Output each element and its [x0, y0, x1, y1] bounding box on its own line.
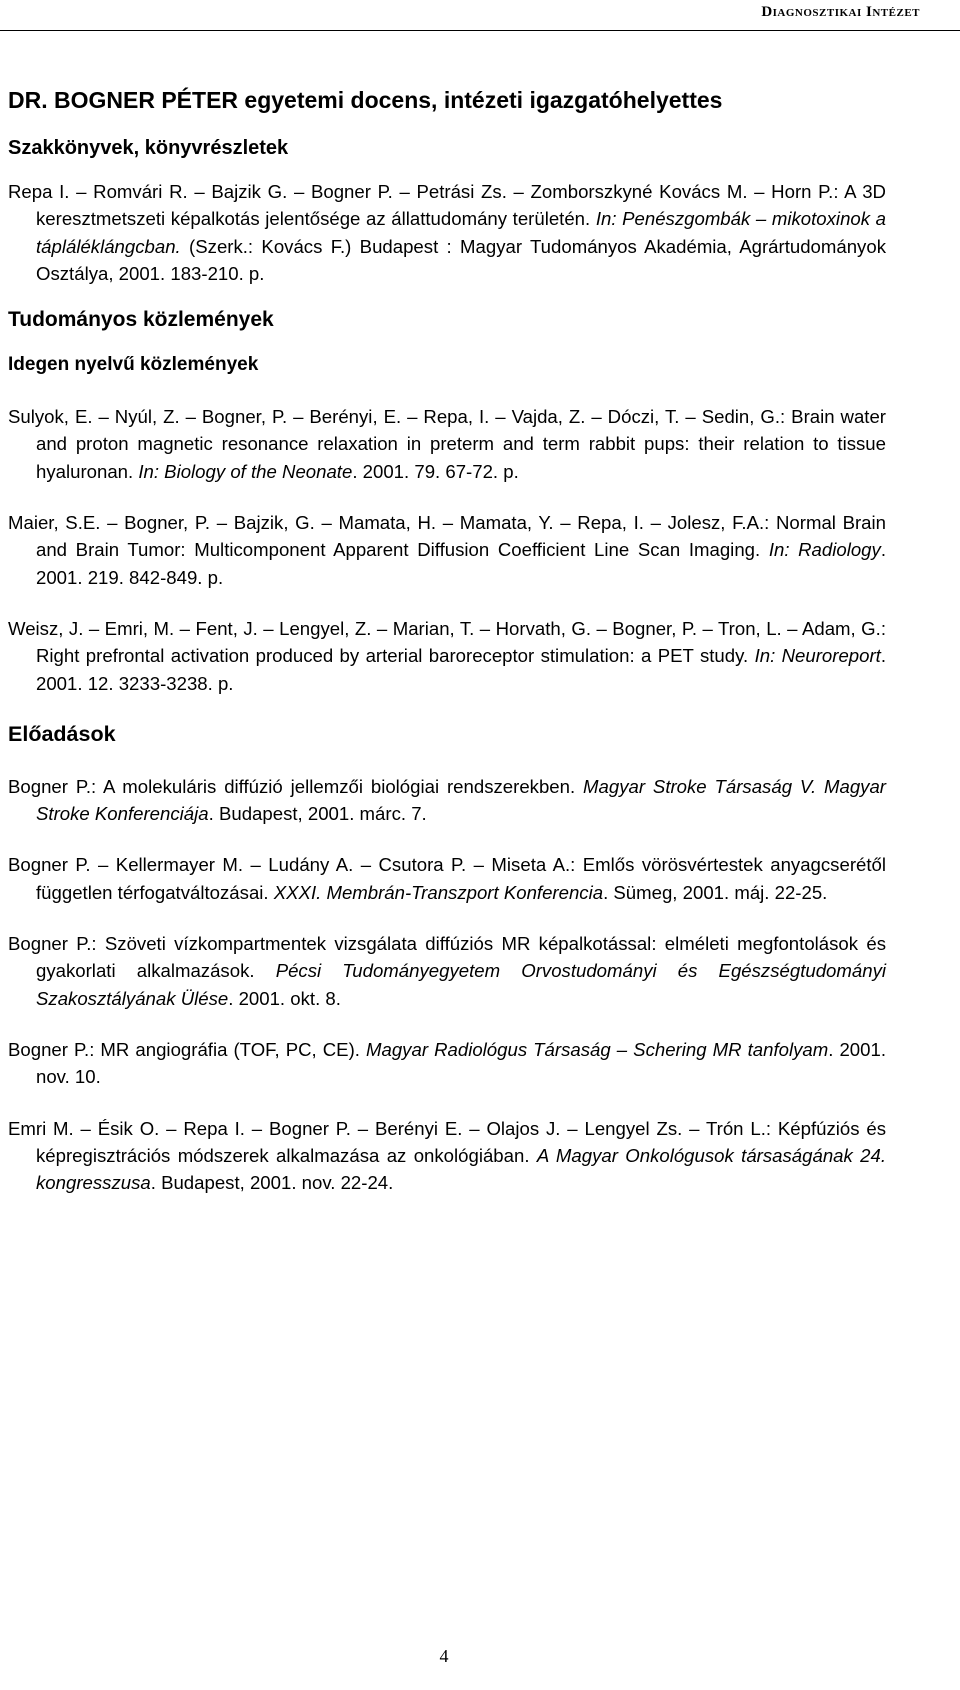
- entry-venue: A Magyar Onkológusok társaságának 24. kongresszusa: [36, 1144, 886, 1194]
- entry-details: . 2001. 219. 842-849. p.: [36, 539, 886, 588]
- entry-venue: Pécsi Tudományegyetem Orvostudományi és Egészségtudományi Szakosztályának Ülése: [36, 960, 886, 1009]
- entry-lead: Emri M. – Ésik O. – Repa I. – Bogner P. – Berényi E. – Olajos J. – Lengyel Zs. – Trón L.: Képfúziós és képregisztrációs módszerek alkalmazása az onkológiában.: [8, 1117, 886, 1166]
- publication-entry: [8, 615, 886, 697]
- entry-title: : Brain water and proton magnetic resonance relaxation in preterm and term rabbit pups: their relation to tissue hyaluronan.: [36, 406, 886, 482]
- running-header: Diagnosztikai Intézet: [761, 4, 920, 20]
- entry-details: . Budapest, 2001. nov. 22-24.: [150, 1172, 394, 1194]
- entry-source: In: Radiology: [768, 539, 881, 561]
- entry-authors: Maier, S.E. – Bogner, P. – Bajzik, G. – Mamata, H. – Mamata, Y. – Repa, I. – Jolesz, F.A.: [8, 512, 765, 534]
- section-title-books: Szakkönyvek, könyvrészletek: [8, 137, 289, 159]
- section-title-talks: Előadások: [8, 721, 116, 746]
- entry-details: . Budapest, 2001. márc. 7.: [208, 803, 427, 825]
- entry-venue: XXXI. Membrán-Transzport Konferencia: [273, 881, 604, 903]
- page-number: 4: [439, 1646, 449, 1666]
- talk-entry: [8, 930, 886, 1012]
- talk-entry: [8, 1115, 886, 1197]
- entry-details: . Sümeg, 2001. máj. 22-25.: [603, 881, 828, 903]
- header-rule: [0, 30, 960, 31]
- person-heading: DR. BOGNER PÉTER egyetemi docens, intézeti igazgatóhelyettes: [8, 87, 723, 113]
- publication-entry: [8, 509, 886, 591]
- book-entry: [8, 178, 886, 287]
- document-body: [8, 84, 886, 1196]
- entry-venue: Magyar Stroke Társaság V. Magyar Stroke Konferenciája: [36, 775, 886, 825]
- entry-lead: Bogner P.: MR angiográfia (TOF, PC, CE).: [8, 1038, 367, 1060]
- publication-entry: [8, 403, 886, 485]
- entry-details: (Szerk.: Kovács F.) Budapest : Magyar Tudományos Akadémia, Agrártudományok Osztálya, 2001. 183-210. p.: [36, 235, 886, 284]
- entry-lead: Bogner P.: A molekuláris diffúzió jellemzői biológiai rendszerekben.: [8, 775, 584, 797]
- entry-source: In: Biology of the Neonate: [138, 460, 353, 482]
- entry-details: . 2001. 12. 3233-3238. p.: [36, 645, 887, 694]
- entry-venue: Magyar Radiológus Társaság – Schering MR tanfolyam: [366, 1038, 829, 1060]
- entry-authors: Weisz, J. – Emri, M. – Fent, J. – Lengyel, Z. – Marian, T. – Horvath, G. – Bogner, P. – Tron, L. – Adam, G.: [8, 617, 881, 639]
- entry-details: . 2001. nov. 10.: [36, 1038, 886, 1088]
- entry-details: . 2001. okt. 8.: [228, 987, 341, 1009]
- entry-authors: Sulyok, E. – Nyúl, Z. – Bogner, P. – Berényi, E. – Repa, I. – Vajda, Z. – Dóczi, T. – Sedin, G.: [8, 406, 781, 428]
- entry-title: : Right prefrontal activation produced by arterial baroreceptor stimulation: a PET study.: [36, 617, 886, 667]
- entry-authors: Repa I. – Romvári R. – Bajzik G. – Bogner P. – Petrási Zs. – Zomborszkyné Kovács M. – Horn P.: [8, 181, 834, 202]
- entry-lead: Bogner P. – Kellermayer M. – Ludány A. – Csutora P. – Miseta A.: Emlős vörösvértestek anyagcserétől független térfogatváltozásai.: [8, 854, 886, 903]
- talk-entry: [8, 773, 886, 828]
- section-title-publications: Tudományos közlemények: [8, 308, 274, 332]
- entry-title: : A 3D keresztmetszeti képalkotás jelentősége az állattudomány területén.: [36, 181, 886, 230]
- talk-entry: [8, 1036, 886, 1091]
- entry-title: : Normal Brain and Brain Tumor: Multicomponent Apparent Diffusion Coefficient Line Scan Imaging.: [36, 512, 886, 561]
- talk-entry: [8, 851, 886, 906]
- entry-source: In: Neuroreport: [754, 645, 881, 667]
- subsection-title-foreign: Idegen nyelvű közlemények: [8, 354, 259, 376]
- entry-details: . 2001. 79. 67-72. p.: [352, 460, 519, 482]
- entry-lead: Bogner P.: Szöveti vízkompartmentek vizsgálata diffúziós MR képalkotással: elméleti megfontolások és gyakorlati alkalmazások.: [8, 933, 886, 982]
- entry-source: In: Penészgombák – mikotoxinok a tápláléklángcban.: [36, 208, 887, 257]
